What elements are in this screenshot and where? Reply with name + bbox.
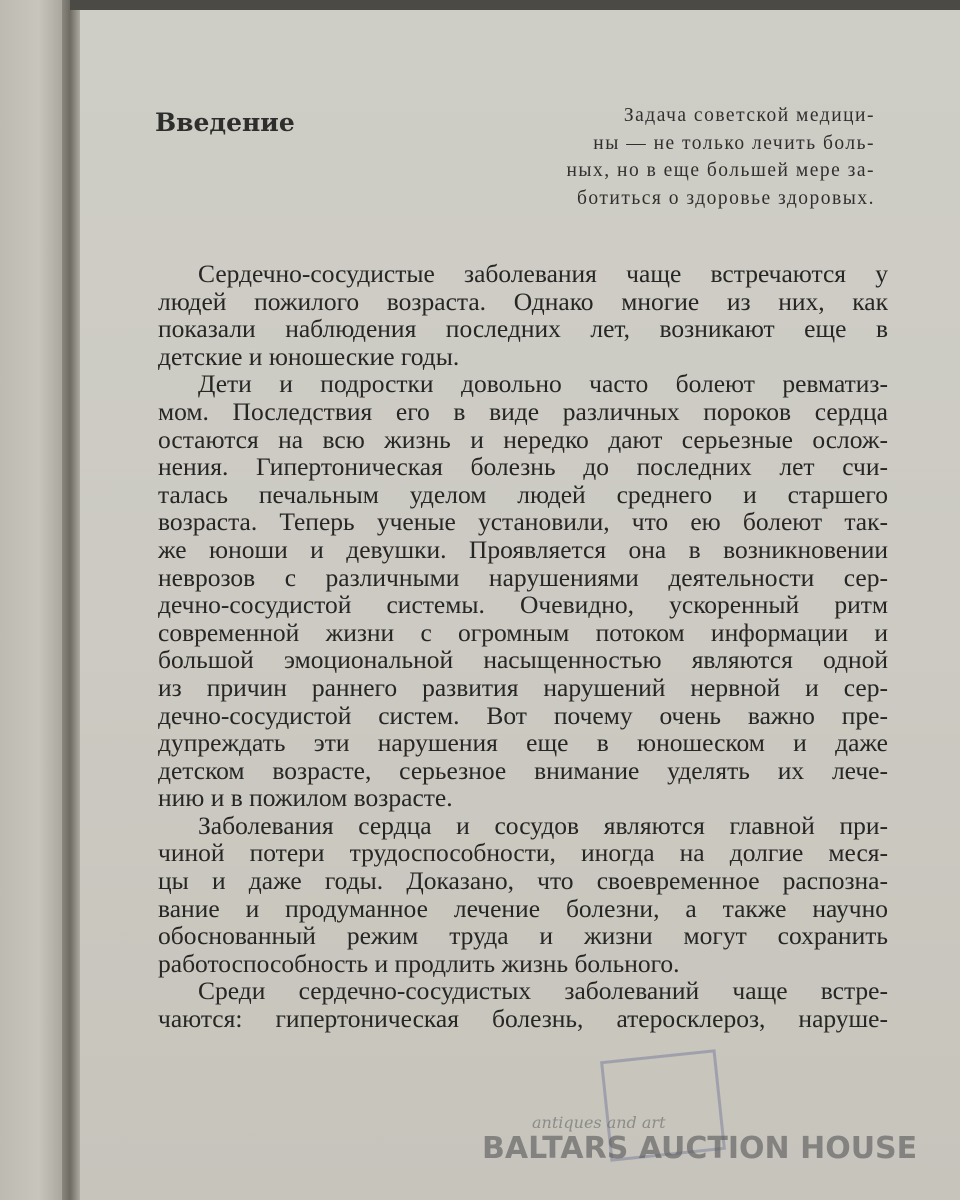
text-line: работоспособность и продлить жизнь больного. [158,948,680,978]
book-spine [62,0,82,1200]
text-line: детском возрасте, серьезное внимание уделять их лече- [158,755,888,785]
text-line: дечно-сосудистой системы. Очевидно, ускоренный ритм [158,590,888,620]
text-line: Сердечно-сосудистые заболевания чаще встречаются у [198,259,888,288]
left-page-edge [0,0,70,1200]
watermark-subtitle: antiques and art [532,1113,666,1132]
epigraph-line: ботиться о здоровье здоровых. [576,187,875,209]
epigraph-line: Задача советской медици- [623,105,875,126]
text-line: же юноши и девушки. Проявляется она в возникновении [158,534,888,564]
text-line: чиной потери трудоспособности, иногда на долгие меся- [158,838,888,868]
text-line: дечно-сосудистой систем. Вот почему очень важно пре- [158,700,888,730]
page-title: Введение [155,108,295,137]
epigraph-line: ных, но в еще большей мере за- [566,160,875,181]
text-line: большой эмоциональной насыщенностью являются одной [158,645,888,675]
text-line: чаются: гипертоническая болезнь, атеросклероз, наруше- [158,1004,888,1034]
text-line: талась печальным уделом людей среднего и старшего [158,479,888,509]
book-page [80,10,960,1200]
text-line: нения. Гипертоническая болезнь до последних лет счи- [158,452,888,482]
epigraph [535,102,875,212]
text-line: из причин раннего развития нарушений нервной и сер- [158,672,888,702]
text-line: мом. Последствия его в виде различных пороков сердца [158,396,888,426]
text-line: Среди сердечно-сосудистых заболеваний чаще встре- [198,976,888,1006]
text-line: нию и в пожилом возрасте. [158,783,453,813]
text-line: цы и даже годы. Доказано, что своевременное распозна- [158,866,888,896]
text-line: современной жизни с огромным потоком информации и [158,617,888,647]
text-line: неврозов с различными нарушениями деятельности сер- [158,562,888,592]
text-line: остаются на всю жизнь и нередко дают серьезные ослож- [158,424,888,454]
text-line: Заболевания сердца и сосудов являются главной при- [198,810,888,840]
text-line: вание и продуманное лечение болезни, а также научно [158,893,888,923]
text-line: дупреждать эти нарушения еще в юношеском и даже [158,728,888,758]
text-line: детские и юношеские годы. [158,341,460,371]
text-line: возраста. Теперь ученые установили, что ею болеют так- [158,507,888,537]
top-shadow [70,0,960,10]
text-line: Дети и подростки довольно часто болеют ревматиз- [198,369,888,399]
body-text [158,260,888,1033]
text-line: людей пожилого возраста. Однако многие из них, как [158,286,888,316]
text-line: обоснованный режим труда и жизни могут сохранить [158,921,888,951]
watermark-title: BALTARS AUCTION HOUSE [482,1131,918,1166]
epigraph-line: ны — не только лечить боль- [593,132,875,154]
text-line: показали наблюдения последних лет, возникают еще в [158,314,888,344]
